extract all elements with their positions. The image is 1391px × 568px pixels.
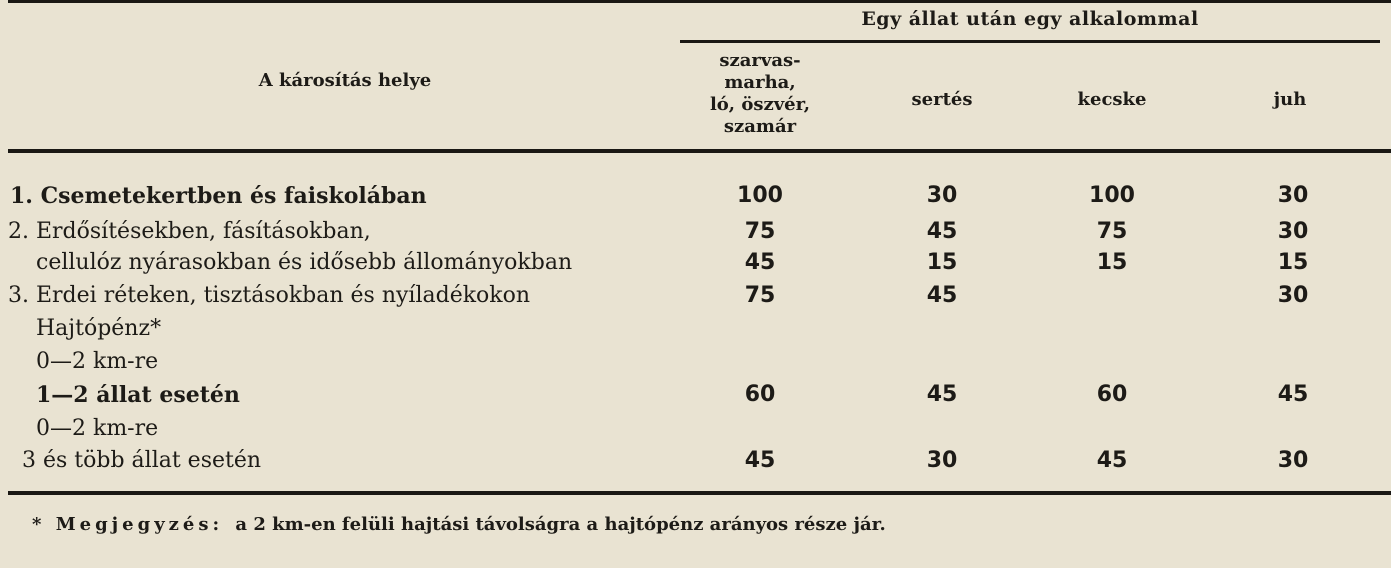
value-pig: 45 — [926, 219, 958, 244]
value-sheep: 45 — [1277, 382, 1309, 407]
value-sheep: 30 — [1277, 183, 1309, 208]
footnote — [32, 514, 886, 535]
value-goat: 100 — [1089, 183, 1135, 208]
table-row — [0, 448, 1391, 481]
footnote-title: Megjegyzés: — [55, 514, 224, 535]
row-label: cellulóz nyárasokban és idősebb állományokban — [36, 250, 573, 275]
value-cattle: 45 — [744, 448, 776, 473]
table-row — [0, 219, 1391, 252]
column-header-goat: kecske — [1077, 89, 1147, 110]
row-label: Hajtópénz* — [36, 316, 162, 341]
value-sheep: 30 — [1277, 283, 1309, 308]
footnote-text: a 2 km-en felüli hajtási távolságra a hajtópénz arányos része jár. — [235, 514, 886, 535]
header-bottom-rule — [8, 149, 1391, 153]
row-label: 3 és több állat esetén — [22, 448, 262, 473]
value-goat: 15 — [1096, 250, 1128, 275]
column-header-pig: sertés — [911, 89, 973, 110]
value-sheep: 15 — [1277, 250, 1309, 275]
table-bottom-rule — [8, 491, 1391, 495]
footnote-asterisk: * — [32, 514, 42, 535]
value-pig: 30 — [926, 183, 958, 208]
value-cattle: 45 — [744, 250, 776, 275]
value-sheep: 30 — [1277, 448, 1309, 473]
value-goat: 45 — [1096, 448, 1128, 473]
value-sheep: 30 — [1277, 219, 1309, 244]
column-header-cattle: szarvas- marha, ló, öszvér, szamár — [709, 50, 811, 137]
value-goat: 75 — [1096, 219, 1128, 244]
group-header: Egy állat után egy alkalommal — [861, 8, 1199, 30]
row-label: 1—2 állat esetén — [36, 382, 240, 408]
row-label: 0—2 km-re — [36, 349, 159, 374]
top-rule — [8, 0, 1391, 3]
row-label: 0—2 km-re — [36, 416, 159, 441]
table-row — [0, 250, 1391, 283]
value-cattle: 75 — [744, 219, 776, 244]
row-label: 3. Erdei réteken, tisztásokban és nyíladékokon — [8, 283, 531, 308]
table-row — [0, 183, 1391, 216]
table-row — [0, 283, 1391, 316]
table-row — [0, 316, 1391, 349]
value-goat: 60 — [1096, 382, 1128, 407]
value-cattle: 75 — [744, 283, 776, 308]
value-pig: 45 — [926, 382, 958, 407]
value-cattle: 60 — [744, 382, 776, 407]
table-row — [0, 382, 1391, 415]
group-header-rule — [680, 40, 1380, 43]
value-pig: 30 — [926, 448, 958, 473]
value-pig: 15 — [926, 250, 958, 275]
value-pig: 45 — [926, 283, 958, 308]
table-row — [0, 349, 1391, 382]
column-header-sheep: juh — [1273, 89, 1307, 110]
place-column-header: A károsítás helye — [258, 70, 432, 91]
row-label: 1. Csemetekertben és faiskolában — [10, 183, 427, 209]
row-label: 2. Erdősítésekben, fásításokban, — [8, 219, 371, 244]
value-cattle: 100 — [737, 183, 783, 208]
table-row — [0, 416, 1391, 449]
